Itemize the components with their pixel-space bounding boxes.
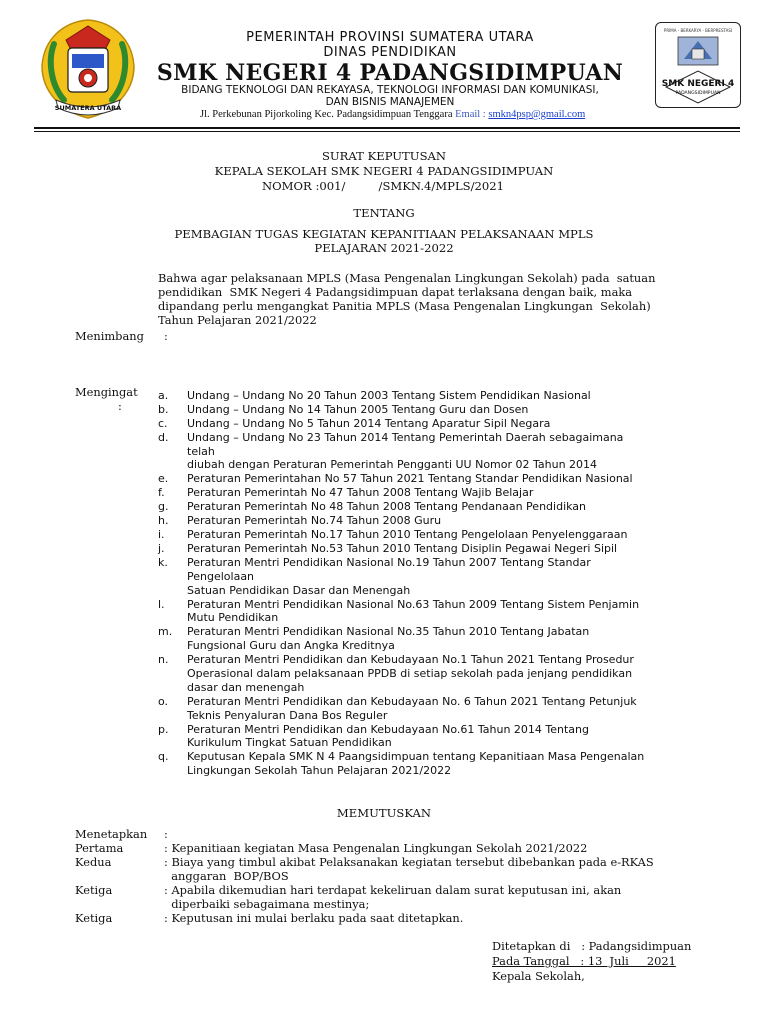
list-item-letter: l. bbox=[158, 597, 165, 611]
list-item-text: dasar dan menengah bbox=[187, 680, 305, 694]
logo-right-main: SMK NEGERI 4 bbox=[661, 79, 735, 89]
letterhead-rule-thick bbox=[34, 127, 740, 129]
list-item-text: Undang – Undang No 14 Tahun 2005 Tentang Guru dan Dosen bbox=[187, 402, 529, 416]
memutuskan-label: Ketiga bbox=[75, 911, 113, 925]
mengingat-colon: : bbox=[118, 399, 122, 413]
subject-line-2: PELAJARAN 2021-2022 bbox=[314, 241, 454, 255]
dept-line: DINAS PENDIDIKAN bbox=[323, 45, 457, 60]
logo-right-top: PRIMA - BERKARYA - BERPRESTASI bbox=[663, 28, 733, 33]
list-item-text: Keputusan Kepala SMK N 4 Paangsidimpuan tentang Kepanitiaan Masa Pengenalan bbox=[187, 750, 645, 764]
list-item-text: telah bbox=[187, 444, 215, 458]
list-item-text: Peraturan Mentri Pendidikan Nasional No.35 Tahun 2010 Tentang Jabatan bbox=[187, 625, 590, 639]
signature-date: Pada Tanggal : 13 Juli 2021 bbox=[492, 954, 676, 968]
list-item-text: Peraturan Pemerintahan No 57 Tahun 2021 Tentang Standar Pendidikan Nasional bbox=[187, 472, 633, 486]
list-item-letter: g. bbox=[158, 500, 169, 514]
list-item-text: Peraturan Pemerintah No.74 Tahun 2008 Guru bbox=[187, 514, 442, 528]
list-item-text: Peraturan Pemerintah No 48 Tahun 2008 Tentang Pendanaan Pendidikan bbox=[187, 500, 587, 514]
list-item-text: Lingkungan Sekolah Tahun Pelajaran 2021/2022 bbox=[187, 764, 452, 778]
menimbang-line: dipandang perlu mengangkat Panitia MPLS (Masa Pengenalan Lingkungan Sekolah) bbox=[158, 299, 651, 313]
doc-title-2: KEPALA SEKOLAH SMK NEGERI 4 PADANGSIDIMPUAN bbox=[214, 164, 554, 178]
list-item-text: Peraturan Mentri Pendidikan dan Kebudayaan No.1 Tahun 2021 Tentang Prosedur bbox=[187, 653, 634, 667]
memutuskan-text: diperbaiki sebagaimana mestinya; bbox=[164, 897, 370, 911]
mengingat-label: Mengingat bbox=[75, 385, 138, 399]
list-item-text: diubah dengan Peraturan Pemerintah Pengganti UU Nomor 02 Tahun 2014 bbox=[187, 458, 598, 472]
list-item-text: Peraturan Mentri Pendidikan dan Kebudayaan No.61 Tahun 2014 Tentang bbox=[187, 722, 590, 736]
list-item-text: Peraturan Mentri Pendidikan Nasional No.63 Tahun 2009 Tentang Sistem Penjamin bbox=[187, 597, 640, 611]
province-line: PEMERINTAH PROVINSI SUMATERA UTARA bbox=[246, 30, 534, 45]
list-item-text: Pengelolaan bbox=[187, 569, 255, 583]
list-item-text: Undang – Undang No 23 Tahun 2014 Tentang Pemerintah Daerah sebagaimana bbox=[187, 430, 624, 444]
list-item-letter: o. bbox=[158, 694, 169, 708]
memutuskan-text: anggaran BOP/BOS bbox=[164, 869, 289, 883]
list-item-text: Fungsional Guru dan Angka Kreditnya bbox=[187, 639, 395, 653]
list-item-text: Mutu Pendidikan bbox=[187, 611, 279, 625]
memutuskan-label: Pertama bbox=[75, 841, 124, 855]
menimbang-line: Tahun Pelajaran 2021/2022 bbox=[158, 313, 317, 327]
list-item-letter: q. bbox=[158, 750, 169, 764]
memutuskan-text: : bbox=[164, 827, 168, 841]
memutuskan-text: : Kepanitiaan kegiatan Masa Pengenalan Lingkungan Sekolah 2021/2022 bbox=[164, 841, 588, 855]
menimbang-line: Bahwa agar pelaksanaan MPLS (Masa Pengenalan Lingkungan Sekolah) pada satuan bbox=[158, 271, 656, 285]
tentang-heading: TENTANG bbox=[353, 206, 415, 220]
list-item-text: Operasional dalam pelaksanaan PPDB di setiap sekolah pada jenjang pendidikan bbox=[187, 666, 633, 680]
memutuskan-text: : Keputusan ini mulai berlaku pada saat ditetapkan. bbox=[164, 911, 464, 925]
province-emblem-logo bbox=[34, 14, 142, 124]
list-item-text: Peraturan Pemerintah No 47 Tahun 2008 Tentang Wajib Belajar bbox=[187, 486, 534, 500]
list-item-letter: f. bbox=[158, 486, 165, 500]
list-item-text: Teknis Penyaluran Dana Bos Reguler bbox=[187, 708, 388, 722]
list-item-text: Kurikulum Tingkat Satuan Pendidikan bbox=[187, 736, 392, 750]
memutuskan-text: : Apabila dikemudian hari terdapat kekeliruan dalam surat keputusan ini, akan bbox=[164, 883, 622, 897]
school-name: SMK NEGERI 4 PADANGSIDIMPUAN bbox=[156, 60, 624, 86]
field-line-2: DAN BISNIS MANAJEMEN bbox=[325, 96, 455, 108]
address-text: Jl. Perkebunan Pijorkoling Kec. Padangsidimpuan Tenggara bbox=[200, 109, 453, 120]
email-label: Email : bbox=[455, 109, 486, 120]
list-item-letter: j. bbox=[158, 541, 165, 555]
list-item-letter: m. bbox=[158, 625, 173, 639]
memutuskan-text: : Biaya yang timbul akibat Pelaksanakan kegiatan tersebut dibebankan pada e-RKAS bbox=[164, 855, 654, 869]
menimbang-line: pendidikan SMK Negeri 4 Padangsidimpuan dapat terlaksana dengan baik, maka bbox=[158, 285, 633, 299]
address-line bbox=[200, 109, 585, 120]
menimbang-label: Menimbang bbox=[75, 329, 144, 343]
list-item-letter: h. bbox=[158, 514, 169, 528]
list-item-letter: k. bbox=[158, 555, 168, 569]
list-item-letter: n. bbox=[158, 653, 169, 667]
memutuskan-label: Menetapkan bbox=[75, 827, 148, 841]
subject-line-1: PEMBAGIAN TUGAS KEGIATAN KEPANITIAAN PELAKSANAAN MPLS bbox=[174, 227, 594, 241]
signature-place: Ditetapkan di : Padangsidimpuan bbox=[492, 939, 692, 953]
menimbang-colon: : bbox=[164, 329, 168, 343]
memutuskan-label: Kedua bbox=[75, 855, 112, 869]
list-item-text: Satuan Pendidikan Dasar dan Menengah bbox=[187, 583, 411, 597]
doc-number: NOMOR :001/ /SMKN.4/MPLS/2021 bbox=[262, 179, 505, 193]
logo-left-text: SUMATERA UTARA bbox=[54, 104, 122, 112]
list-item-letter: d. bbox=[158, 430, 169, 444]
list-item-text: Peraturan Pemerintah No.17 Tahun 2010 Tentang Pengelolaan Penyelenggaraan bbox=[187, 528, 628, 541]
memutuskan-label: Ketiga bbox=[75, 883, 113, 897]
list-item-text: Undang – Undang No 20 Tahun 2003 Tentang Sistem Pendidikan Nasional bbox=[187, 389, 591, 402]
list-item-letter: b. bbox=[158, 402, 169, 416]
menimbang-paragraph bbox=[158, 271, 655, 327]
list-item-letter: a. bbox=[158, 389, 169, 402]
signature-role: Kepala Sekolah, bbox=[492, 969, 585, 983]
list-item-letter: i. bbox=[158, 528, 165, 541]
logo-right-sub: PADANGSIDIMPUAN bbox=[675, 91, 721, 96]
list-item-letter: p. bbox=[158, 722, 169, 736]
list-item-letter: c. bbox=[158, 416, 168, 430]
field-line-1: BIDANG TEKNOLOGI DAN REKAYASA, TEKNOLOGI INFORMASI DAN KOMUNIKASI, bbox=[181, 84, 599, 96]
memutuskan-heading: MEMUTUSKAN bbox=[336, 806, 432, 820]
school-logo bbox=[655, 22, 741, 108]
list-item-text: Peraturan Pemerintah No.53 Tahun 2010 Tentang Disiplin Pegawai Negeri Sipil bbox=[187, 541, 618, 555]
list-item-text: Peraturan Mentri Pendidikan Nasional No.19 Tahun 2007 Tentang Standar bbox=[187, 555, 591, 569]
list-item-text: Undang – Undang No 5 Tahun 2014 Tentang Aparatur Sipil Negara bbox=[187, 416, 551, 430]
email-link[interactable]: smkn4psp@gmail.com bbox=[488, 109, 586, 120]
doc-title: SURAT KEPUTUSAN bbox=[321, 149, 447, 163]
list-item-text: Peraturan Mentri Pendidikan dan Kebudayaan No. 6 Tahun 2021 Tentang Petunjuk bbox=[187, 694, 637, 708]
list-item-letter: e. bbox=[158, 472, 169, 486]
letterhead-rule-thin bbox=[34, 131, 740, 132]
